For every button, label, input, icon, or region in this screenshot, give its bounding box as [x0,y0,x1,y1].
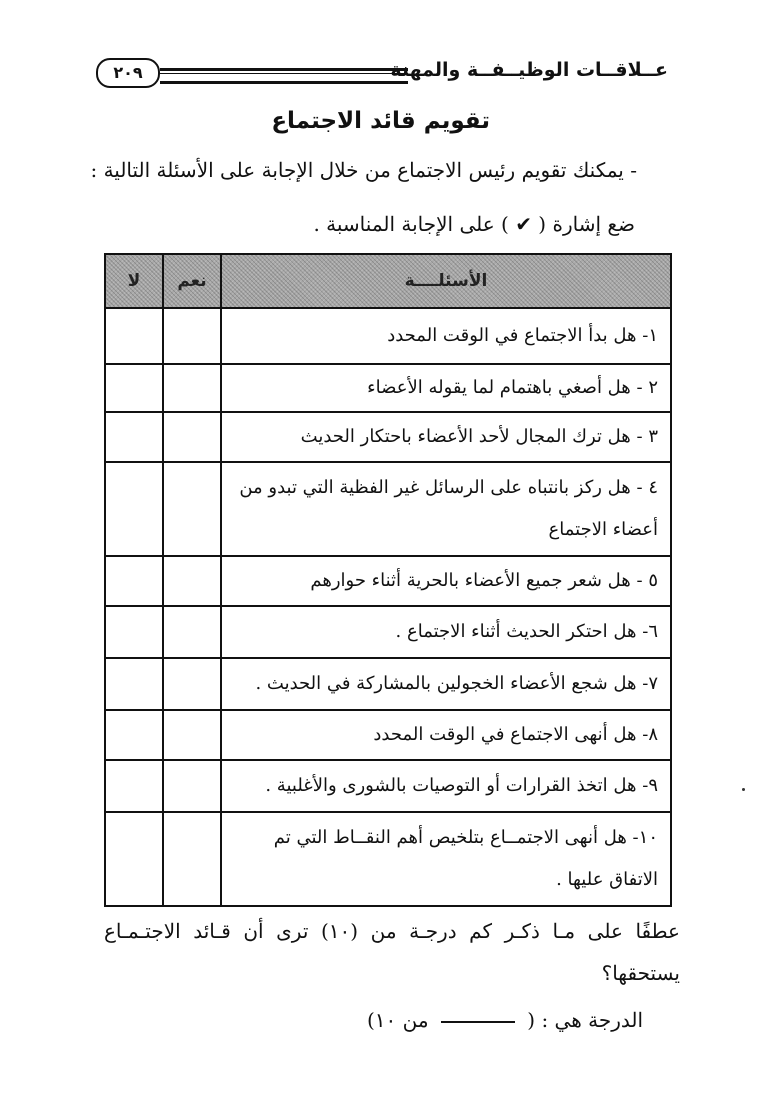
answer-yes-cell[interactable] [163,462,221,556]
answer-yes-cell[interactable] [163,364,221,412]
answer-yes-cell[interactable] [163,710,221,760]
answer-no-cell[interactable] [105,364,163,412]
header-yes: نعم [163,254,221,308]
question-text: ١٠- هل أنهى الاجتمــاع بتلخيص أهم النقــاط التي تم الاتفاق عليها . [221,812,671,906]
answer-yes-cell[interactable] [163,658,221,710]
table-row [105,606,671,658]
grade-blank[interactable] [441,1021,515,1023]
question-text: ٣ - هل ترك المجال لأحد الأعضاء باحتكار الحديث [221,412,671,462]
table-row [105,412,671,462]
question-text: ٤ - هل ركز بانتباه على الرسائل غير الفظية التي تبدو من أعضاء الاجتماع [221,462,671,556]
answer-no-cell[interactable] [105,606,163,658]
scan-speck [742,788,745,791]
table-row [105,462,671,556]
evaluation-table [104,253,672,907]
table-row [105,364,671,412]
answer-no-cell[interactable] [105,760,163,812]
header-no: لا [105,254,163,308]
table-row [105,812,671,906]
page-number: ٢٠٩ [96,58,160,88]
answer-yes-cell[interactable] [163,812,221,906]
intro-text: - يمكنك تقويم رئيس الاجتماع من خلال الإجابة على الأسئلة التالية : [90,158,637,182]
answer-yes-cell[interactable] [163,556,221,606]
answer-no-cell[interactable] [105,462,163,556]
grade-open-paren: ( [527,1008,536,1032]
answer-yes-cell[interactable] [163,308,221,364]
answer-yes-cell[interactable] [163,412,221,462]
instruction-text: ضع إشارة ( ✔ ) على الإجابة المناسبة . [313,212,635,236]
table-row [105,556,671,606]
table-row [105,760,671,812]
running-header-title: عــلاقــات الوظيــفــة والمهنة [390,59,668,81]
answer-yes-cell[interactable] [163,606,221,658]
question-text: ٨- هل أنهى الاجتماع في الوقت المحدد [221,710,671,760]
answer-no-cell[interactable] [105,812,163,906]
table-row [105,308,671,364]
table-row [105,710,671,760]
question-text: ٩- هل اتخذ القرارات أو التوصيات بالشورى والأغلبية . [221,760,671,812]
question-text: ٥ - هل شعر جميع الأعضاء بالحرية أثناء حوارهم [221,556,671,606]
question-text: ٧- هل شجع الأعضاء الخجولين بالمشاركة في الحديث . [221,658,671,710]
question-text: ١- هل بدأ الاجتماع في الوقت المحدد [221,308,671,364]
answer-no-cell[interactable] [105,658,163,710]
question-text: ٢ - هل أصغي باهتمام لما يقوله الأعضاء [221,364,671,412]
answer-no-cell[interactable] [105,308,163,364]
running-header [96,56,668,90]
closing-question: عطفًا على مـا ذكـر كم درجـة من (١٠) ترى أن قـائد الاجتـمـاع يستحقها؟ [104,919,680,985]
header-questions: الأسئلــــة [221,254,671,308]
answer-yes-cell[interactable] [163,760,221,812]
table-row [105,658,671,710]
answer-no-cell[interactable] [105,556,163,606]
header-rule [160,68,408,84]
page-title: تقويم قائد الاجتماع [271,108,490,134]
grade-suffix: من ١٠) [366,1008,429,1032]
table-header-row [105,254,671,308]
grade-line [323,1008,643,1032]
grade-label: الدرجة هي : [541,1008,643,1032]
answer-no-cell[interactable] [105,412,163,462]
answer-no-cell[interactable] [105,710,163,760]
question-text: ٦- هل احتكر الحديث أثناء الاجتماع . [221,606,671,658]
